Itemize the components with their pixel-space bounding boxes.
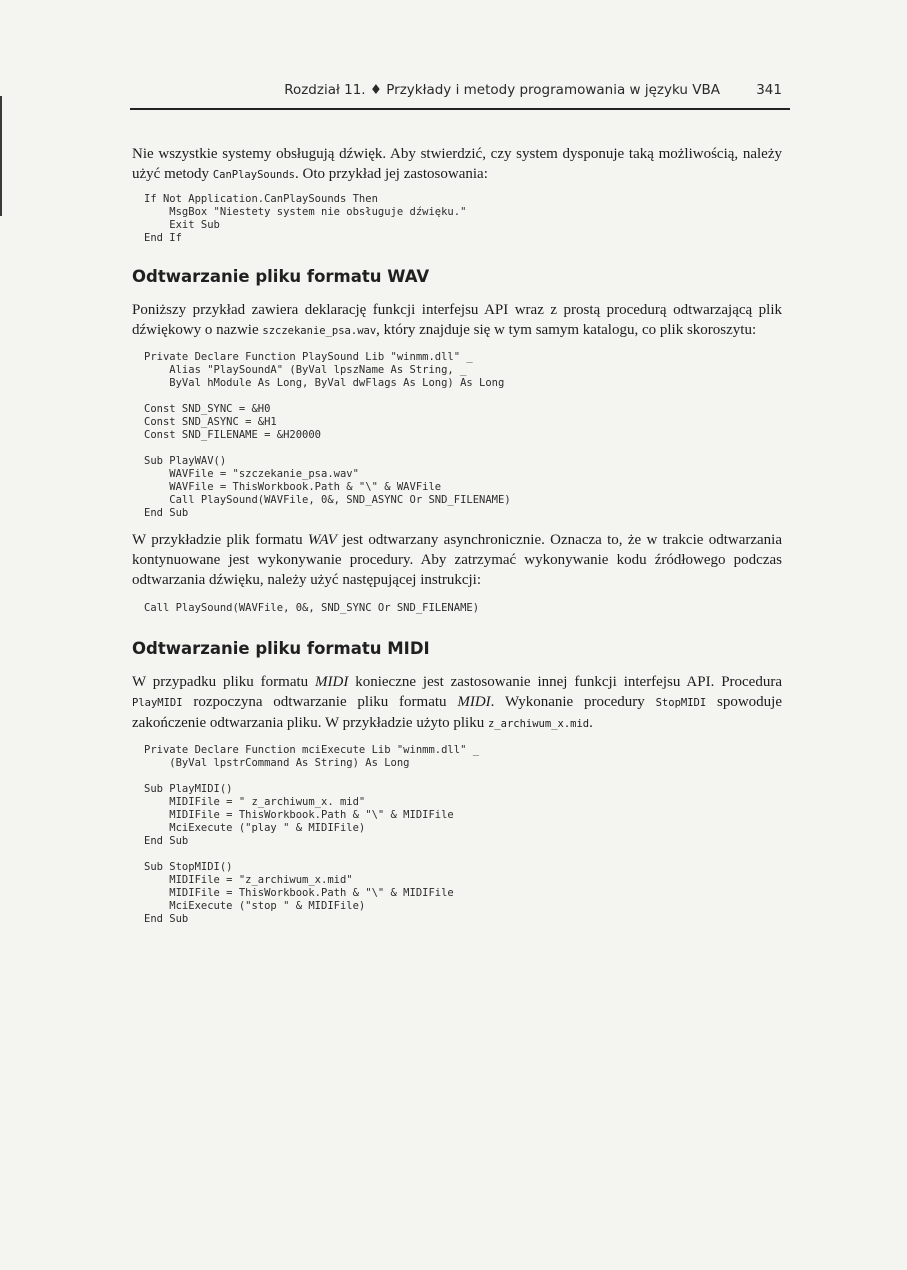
midi-text-e: spowoduje zakończenie odtwarzania pliku. W przykładzie użyto pliku xyxy=(132,694,782,731)
page-number: 341 xyxy=(756,82,782,98)
midi-text-f: . xyxy=(589,715,593,731)
wav-p2-text-a: W przykładzie plik formatu xyxy=(132,532,308,548)
code-sub-stopmidi: Sub StopMIDI() MIDIFile = "z_archiwum_x.mid" MIDIFile = ThisWorkbook.Path & "\" & MIDIFile MciExecute ("stop " & MIDIFile) End Sub xyxy=(144,861,454,925)
wav-p2-text-b: jest odtwarzany asynchronicznie. Oznacza to, że w trakcie odtwarzania kontynuowane jest wykonywanie procedury. Aby zatrzymać wykonywanie kodu źródłowego podczas odtwarzania dźwięku, należy użyć następującej instrukcji: xyxy=(132,532,782,588)
wav-p1-text-a: Poniższy przykład zawiera deklarację funkcji interfejsu API wraz z prostą procedurą odtwarzającą plik dźwiękowy o nazwie xyxy=(132,302,782,338)
code-declare-mciexecute: Private Declare Function mciExecute Lib "winmm.dll" _ (ByVal lpstrCommand As String) As Long xyxy=(144,744,480,769)
code-constants: Const SND_SYNC = &H0 Const SND_ASYNC = &H1 Const SND_FILENAME = &H20000 xyxy=(144,403,322,441)
running-header xyxy=(130,78,790,110)
midi-text-d: . Wykonanie procedury xyxy=(490,694,656,710)
code-sub-playwav: Sub PlayWAV() WAVFile = "szczekanie_psa.wav" WAVFile = ThisWorkbook.Path & "\" & WAVFile Call PlaySound(WAVFile, 0&, SND_ASYNC Or SND_FILENAME) End Sub xyxy=(144,455,511,519)
wav-paragraph-1 xyxy=(132,300,782,341)
wav-paragraph-2 xyxy=(132,530,782,590)
format-name-wav: WAV xyxy=(307,532,337,548)
midi-text-b: konieczne jest zastosowanie innej funkcji interfejsu API. Procedura xyxy=(348,674,782,690)
wav-p1-text-b: , który znajduje się w tym samym katalogu, co plik skoroszytu: xyxy=(376,322,757,338)
inline-code-canplaysounds: CanPlaySounds xyxy=(212,169,295,181)
intro-text-1: Nie wszystkie systemy obsługują dźwięk. Aby stwierdzić, czy system dysponuje taką możliwością, należy użyć metody xyxy=(132,146,782,182)
code-declare-playsound: Private Declare Function PlaySound Lib "winmm.dll" _ Alias "PlaySoundA" (ByVal lpszName As String, _ ByVal hModule As Long, ByVal dwFlags As Long) As Long xyxy=(144,351,505,389)
page-content xyxy=(132,144,782,926)
midi-text-a: W przypadku pliku formatu xyxy=(132,674,316,690)
code-block-midi xyxy=(132,744,782,926)
format-name-midi-1: MIDI xyxy=(315,674,349,690)
code-line-sync: Call PlaySound(WAVFile, 0&, SND_SYNC Or SND_FILENAME) xyxy=(144,602,480,614)
intro-text-2: . Oto przykład jej zastosowania: xyxy=(295,166,488,182)
inline-code-midi-filename: z_archiwum_x.mid xyxy=(487,718,590,730)
inline-code-playmidi: PlayMIDI xyxy=(132,697,183,709)
heading-wav: Odtwarzanie pliku formatu WAV xyxy=(132,267,430,286)
code-block-wav xyxy=(132,351,782,520)
intro-paragraph xyxy=(132,144,782,185)
heading-midi: Odtwarzanie pliku formatu MIDI xyxy=(132,639,430,658)
inline-code-stopmidi: StopMIDI xyxy=(655,697,707,709)
format-name-midi-2: MIDI xyxy=(457,694,491,710)
chapter-title: Rozdział 11. ♦ Przykłady i metody programowania w języku VBA xyxy=(284,82,720,98)
code-block-canplaysounds: If Not Application.CanPlaySounds Then MsgBox "Niestety system nie obsługuje dźwięku." Exit Sub End If xyxy=(144,193,467,244)
midi-text-c: rozpoczyna odtwarzanie pliku formatu xyxy=(182,694,458,710)
code-sub-playmidi: Sub PlayMIDI() MIDIFile = " z_archiwum_x. mid" MIDIFile = ThisWorkbook.Path & "\" & MIDIFile MciExecute ("play " & MIDIFile) End Sub xyxy=(144,783,454,847)
midi-paragraph xyxy=(132,672,782,734)
binding-edge-line xyxy=(0,96,2,216)
inline-code-wav-filename: szczekanie_psa.wav xyxy=(262,325,377,337)
